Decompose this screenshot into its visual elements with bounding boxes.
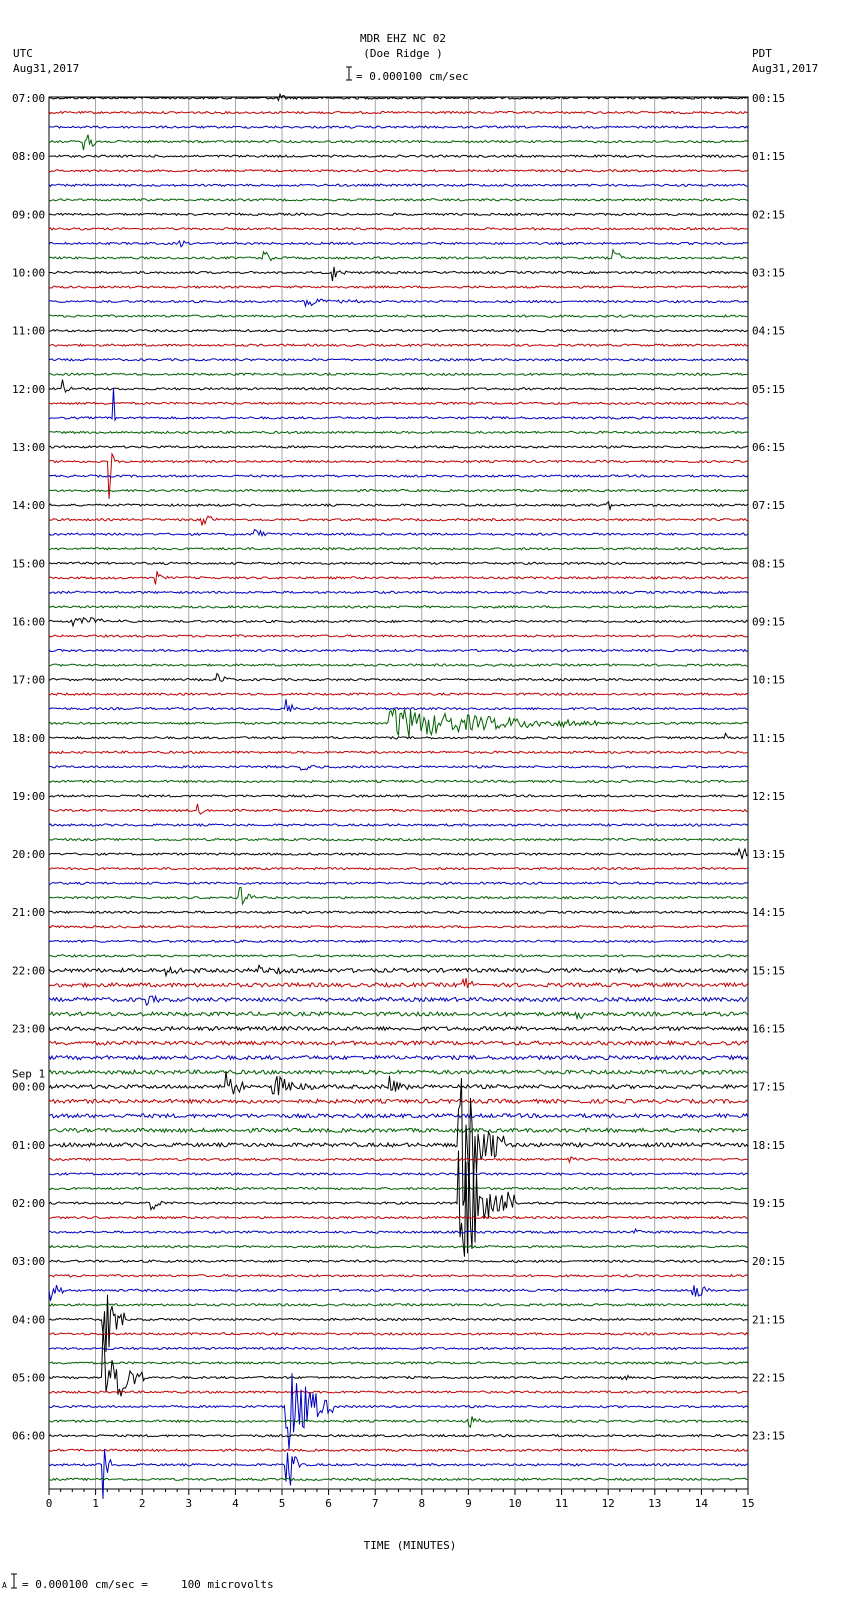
trace-row-34 <box>49 591 748 593</box>
pdt-label: 05:15 <box>752 382 786 396</box>
trace-row-27 <box>49 490 748 492</box>
trace-row-42 <box>49 699 748 712</box>
trace-row-3 <box>49 135 748 150</box>
pdt-label: 13:15 <box>752 848 786 862</box>
utc-label: 09:00 <box>12 208 46 222</box>
trace-row-58 <box>49 940 748 942</box>
pdt-label: 17:15 <box>752 1080 786 1094</box>
pdt-label: 00:15 <box>752 92 786 105</box>
trace-row-18 <box>49 359 748 361</box>
pdt-label: 11:15 <box>752 731 786 745</box>
x-tick-label: 9 <box>465 1497 472 1510</box>
trace-row-75 <box>49 1187 748 1189</box>
pdt-label: 19:15 <box>752 1197 786 1211</box>
pdt-label: 15:15 <box>752 964 786 978</box>
x-tick-label: 3 <box>185 1497 193 1510</box>
utc-label: 05:00 <box>12 1371 46 1385</box>
x-tick-label: 10 <box>508 1497 522 1510</box>
trace-row-74 <box>49 1173 748 1175</box>
trace-row-78 <box>49 1229 748 1233</box>
trace-row-48 <box>49 795 748 797</box>
pdt-label: 21:15 <box>752 1313 786 1327</box>
trace-row-46 <box>49 766 748 771</box>
trace-row-5 <box>49 170 748 172</box>
trace-row-67 <box>49 1070 748 1074</box>
scale-text: = 0.000100 cm/sec <box>356 70 469 83</box>
trace-row-52 <box>49 849 748 859</box>
trace-row-93 <box>49 1449 748 1451</box>
pdt-label: 12:15 <box>752 789 786 803</box>
trace-row-35 <box>49 606 748 608</box>
trace-row-19 <box>49 373 748 375</box>
trace-row-77 <box>49 1217 748 1219</box>
trace-row-54 <box>49 882 748 884</box>
pdt-label: 06:15 <box>752 440 786 454</box>
trace-row-89 <box>49 1391 748 1393</box>
left-timezone: UTC <box>13 47 33 60</box>
trace-row-47 <box>49 780 748 782</box>
pdt-label: 18:15 <box>752 1138 786 1152</box>
utc-hour-labels <box>12 92 45 1443</box>
trace-row-55 <box>49 887 748 904</box>
utc-label: 08:00 <box>12 150 46 164</box>
trace-row-41 <box>49 693 748 695</box>
trace-row-36 <box>49 618 748 626</box>
trace-row-17 <box>49 344 748 346</box>
trace-row-76 <box>49 1151 748 1257</box>
x-axis-label: TIME (MINUTES) <box>363 1539 457 1552</box>
utc-label: 22:00 <box>12 964 46 978</box>
utc-label: 19:00 <box>12 789 46 803</box>
trace-row-60 <box>49 965 748 975</box>
utc-label: 23:00 <box>12 1022 46 1036</box>
x-tick-label: 13 <box>648 1497 662 1510</box>
pdt-label: 01:15 <box>752 150 786 164</box>
x-tick-label: 14 <box>694 1497 709 1510</box>
trace-row-9 <box>49 228 748 230</box>
trace-row-81 <box>49 1275 748 1277</box>
trace-row-12 <box>49 267 748 281</box>
x-tick-label: 4 <box>232 1497 239 1510</box>
pdt-hour-labels <box>752 92 785 1443</box>
x-tick-label: 12 <box>601 1497 615 1510</box>
trace-row-1 <box>49 111 748 113</box>
trace-row-30 <box>49 530 748 536</box>
trace-row-79 <box>49 1246 748 1248</box>
traces <box>49 94 748 1499</box>
trace-row-71 <box>49 1128 748 1132</box>
trace-row-72 <box>49 1078 748 1206</box>
x-axis <box>46 1489 755 1510</box>
trace-row-61 <box>49 978 748 988</box>
trace-row-7 <box>49 199 748 201</box>
x-tick-label: 5 <box>278 1497 286 1510</box>
x-tick-label: 6 <box>325 1497 332 1510</box>
trace-row-92 <box>49 1435 748 1437</box>
utc-label: 18:00 <box>12 731 46 745</box>
x-tick-label: 7 <box>371 1497 379 1510</box>
x-tick-label: 15 <box>741 1497 755 1510</box>
utc-label: 00:00 <box>12 1080 46 1094</box>
trace-row-31 <box>49 548 748 550</box>
trace-row-80 <box>49 1260 748 1262</box>
trace-row-2 <box>49 126 748 128</box>
trace-row-53 <box>49 868 748 870</box>
trace-row-24 <box>49 446 748 448</box>
trace-row-23 <box>49 431 748 433</box>
x-tick-label: 2 <box>138 1497 146 1510</box>
pdt-label: 22:15 <box>752 1371 786 1385</box>
trace-row-10 <box>49 241 748 247</box>
utc-label: 13:00 <box>12 440 46 454</box>
trace-row-32 <box>49 562 748 564</box>
trace-row-49 <box>49 804 748 814</box>
grid <box>49 97 748 1489</box>
trace-row-95 <box>49 1478 748 1480</box>
trace-row-56 <box>49 911 748 913</box>
utc-label: 06:00 <box>12 1429 46 1443</box>
pdt-label: 08:15 <box>752 557 786 571</box>
footer-scale-note: = 0.000100 cm/sec = 100 microvolts <box>22 1578 274 1591</box>
pdt-label: 23:15 <box>752 1429 786 1443</box>
utc-label: 16:00 <box>12 615 46 629</box>
pdt-label: 04:15 <box>752 324 786 338</box>
pdt-label: 14:15 <box>752 906 786 920</box>
trace-row-87 <box>49 1362 748 1364</box>
trace-row-33 <box>49 571 748 584</box>
date-change-label: Sep 1 <box>12 1067 46 1081</box>
trace-row-70 <box>49 1114 748 1118</box>
x-tick-label: 11 <box>554 1497 569 1510</box>
pdt-label: 02:15 <box>752 208 786 222</box>
trace-row-63 <box>49 1012 748 1019</box>
x-tick-label: 8 <box>418 1497 426 1510</box>
trace-row-4 <box>49 155 748 157</box>
plot-frame <box>49 97 748 1489</box>
utc-label: 11:00 <box>12 324 46 338</box>
utc-label: 07:00 <box>12 92 46 105</box>
trace-row-40 <box>49 674 748 682</box>
utc-label: 12:00 <box>12 382 46 396</box>
trace-row-43 <box>49 709 748 737</box>
trace-row-45 <box>49 751 748 753</box>
trace-row-91 <box>49 1416 748 1427</box>
utc-label: 01:00 <box>12 1138 46 1152</box>
trace-row-8 <box>49 213 748 215</box>
station-title: MDR EHZ NC 02 <box>359 32 447 45</box>
trace-row-86 <box>49 1347 748 1349</box>
footer-scale-bar-icon <box>11 1574 17 1588</box>
trace-row-29 <box>49 516 748 525</box>
trace-row-59 <box>49 955 748 957</box>
footer-scale-prefix: A <box>2 1581 7 1590</box>
utc-label: 15:00 <box>12 557 46 571</box>
utc-label: 04:00 <box>12 1313 46 1327</box>
pdt-label: 07:15 <box>752 499 786 513</box>
trace-row-6 <box>49 184 748 186</box>
pdt-label: 20:15 <box>752 1255 786 1269</box>
utc-label: 03:00 <box>12 1255 46 1269</box>
trace-row-66 <box>49 1056 748 1060</box>
utc-label: 02:00 <box>12 1197 46 1211</box>
pdt-label: 03:15 <box>752 266 786 280</box>
utc-label: 10:00 <box>12 266 46 280</box>
trace-row-57 <box>49 926 748 928</box>
trace-row-37 <box>49 635 748 637</box>
trace-row-38 <box>49 649 748 651</box>
left-date: Aug31,2017 <box>13 62 80 75</box>
trace-row-20 <box>49 380 748 393</box>
trace-row-14 <box>49 299 748 306</box>
trace-row-21 <box>49 402 748 404</box>
trace-row-13 <box>49 286 748 288</box>
trace-row-39 <box>49 664 748 666</box>
trace-row-82 <box>49 1285 748 1301</box>
trace-row-68 <box>49 1072 748 1096</box>
trace-row-16 <box>49 330 748 332</box>
pdt-label: 09:15 <box>752 615 786 629</box>
trace-row-65 <box>49 1041 748 1045</box>
pdt-label: 10:15 <box>752 673 786 687</box>
trace-row-50 <box>49 824 748 826</box>
utc-label: 17:00 <box>12 673 46 687</box>
pdt-label: 16:15 <box>752 1022 786 1036</box>
right-timezone: PDT <box>752 47 772 60</box>
trace-row-64 <box>49 1027 748 1031</box>
trace-row-83 <box>49 1304 748 1306</box>
trace-row-51 <box>49 838 748 840</box>
trace-row-15 <box>49 315 748 317</box>
utc-label: 14:00 <box>12 499 46 513</box>
trace-row-73 <box>49 1157 748 1162</box>
trace-row-25 <box>49 454 748 499</box>
trace-row-28 <box>49 502 748 510</box>
trace-row-26 <box>49 475 748 477</box>
trace-row-85 <box>49 1333 748 1335</box>
x-tick-label: 0 <box>45 1497 53 1510</box>
trace-row-11 <box>49 250 748 261</box>
utc-label: 20:00 <box>12 848 46 862</box>
utc-label: 21:00 <box>12 906 46 920</box>
right-date: Aug31,2017 <box>752 62 819 75</box>
station-location: (Doe Ridge ) <box>363 47 443 60</box>
trace-row-22 <box>49 388 748 420</box>
x-tick-label: 1 <box>92 1497 99 1510</box>
trace-row-62 <box>49 996 748 1005</box>
scale-bar-icon <box>346 67 352 80</box>
trace-row-69 <box>49 1099 748 1103</box>
trace-row-90 <box>49 1373 748 1449</box>
